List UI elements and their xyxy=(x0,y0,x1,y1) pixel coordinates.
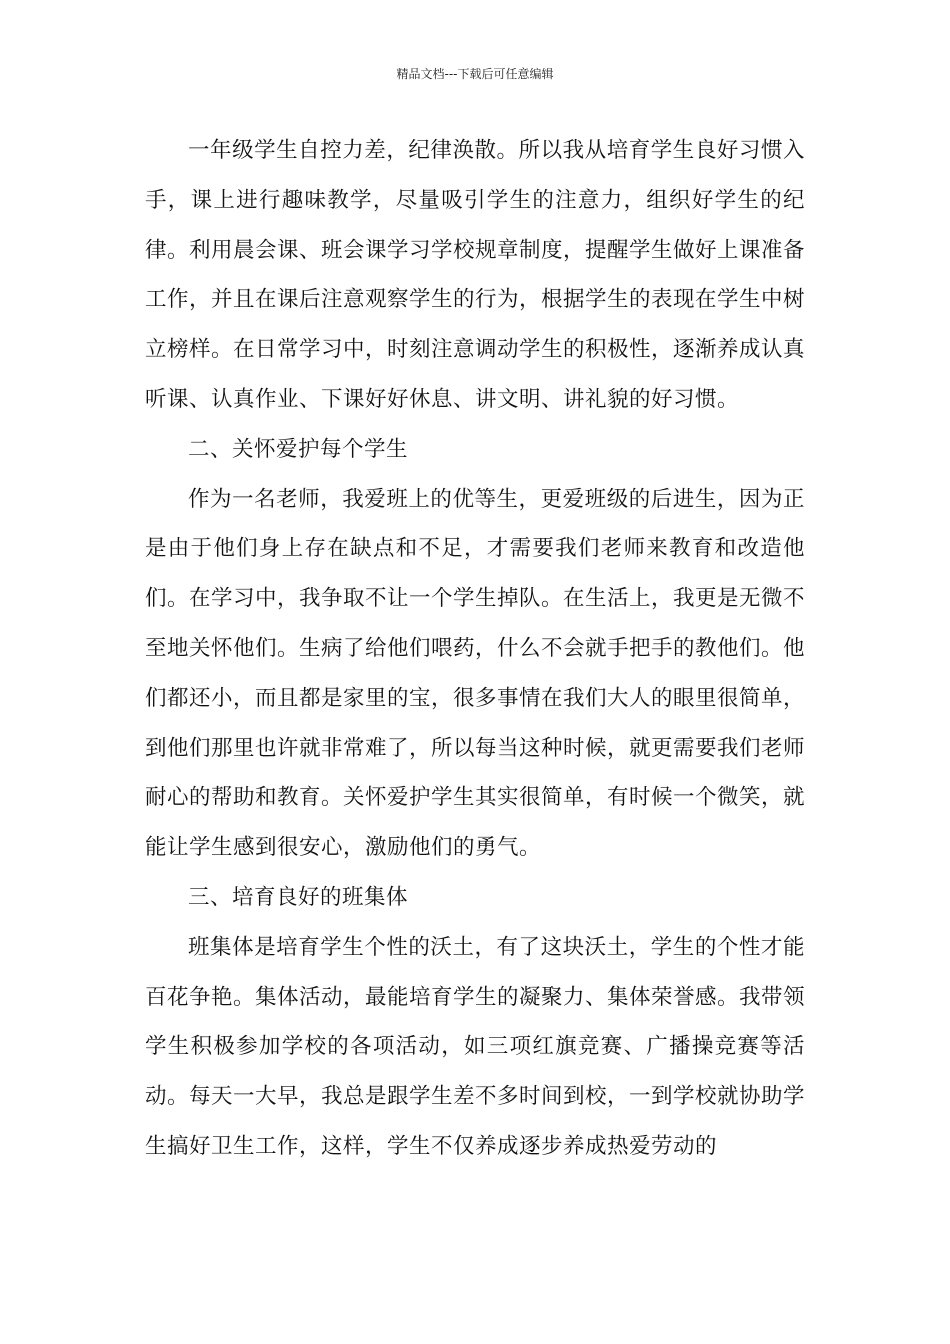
section-heading-class-collective: 三、培育良好的班集体 xyxy=(188,884,409,910)
paragraph-care: 作为一名老师，我爱班上的优等生，更爱班级的后进生，因为正是由于他们身上存在缺点和不足，才需要我们老师来教育和改造他们。在学习中，我争取不让一个学生掉队。在生活上，我更是无微不至地关怀他们。生病了给他们喂药，什么不会就手把手的教他们。他们都还小，而且都是家里的宝，很多事情在我们大人的眼里很简单，到他们那里也许就非常难了，所以每当这种时候，就更需要我们老师耐心的帮助和教育。关怀爱护学生其实很简单，有时候一个微笑，就能让学生感到很安心，激励他们的勇气。 xyxy=(145,486,806,861)
paragraph-habits: 一年级学生自控力差，纪律涣散。所以我从培育学生良好习惯入手，课上进行趣味教学，尽量吸引学生的注意力，组织好学生的纪律。利用晨会课、班会课学习学校规章制度，提醒学生做好上课准备工作，并且在课后注意观察学生的行为，根据学生的表现在学生中树立榜样。在日常学习中，时刻注意调动学生的积极性，逐渐养成认真听课、认真作业、下课好好休息、讲文明、讲礼貌的好习惯。 xyxy=(145,138,806,412)
document-body xyxy=(145,126,805,1172)
section-heading-care: 二、关怀爱护每个学生 xyxy=(188,436,409,462)
page-header: 精品文档---下载后可任意编辑 xyxy=(396,67,554,81)
paragraph-class-collective: 班集体是培育学生个性的沃土，有了这块沃土，学生的个性才能百花争艳。集体活动，最能培育学生的凝聚力、集体荣誉感。我带领学生积极参加学校的各项活动，如三项红旗竞赛、广播操竞赛等活动。每天一大早，我总是跟学生差不多时间到校，一到学校就协助学生搞好卫生工作，这样，学生不仅养成逐步养成热爱劳动的 xyxy=(145,934,806,1159)
